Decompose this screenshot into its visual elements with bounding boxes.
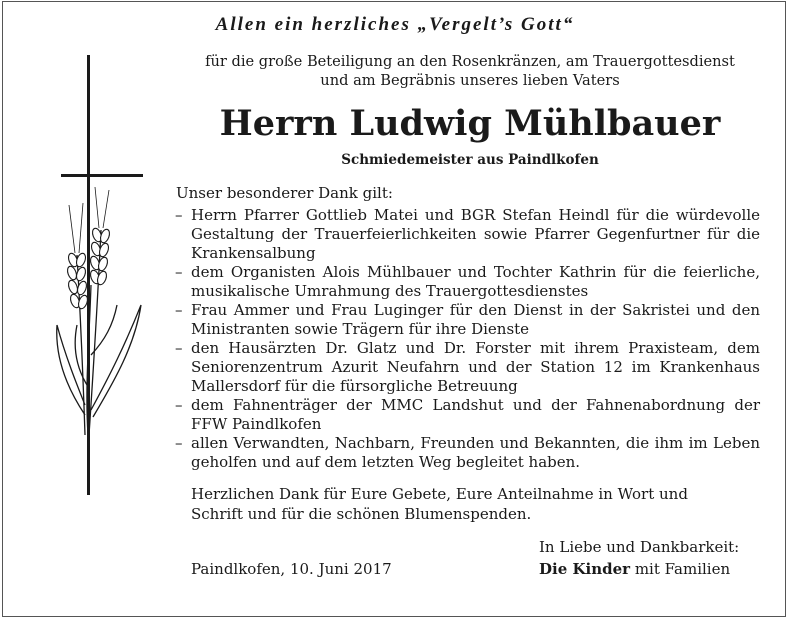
signature-strong: Die Kinder [539, 560, 631, 578]
list-item: – dem Fahnenträger der MMC Landshut und der Fahnenabordnung der FFW Paindlkofen [175, 396, 760, 434]
closing-text [191, 484, 751, 524]
cross-with-wheat-icon [55, 55, 145, 501]
signature-rest: mit Familien [630, 560, 731, 578]
signature [539, 560, 730, 578]
list-item: – Herrn Pfarrer Gottlieb Matei und BGR Stefan Heindl für die würdevolle Gestaltung der Trauerfeierlichkeiten sowie Pfarrer Gegenfurtner für die Krankensalbung [175, 206, 760, 263]
intro-line-1: für die große Beteiligung an den Rosenkränzen, am Trauergottesdienst [205, 53, 735, 70]
thanks-intro: Unser besonderer Dank gilt: [176, 184, 393, 202]
thanks-list [175, 206, 760, 472]
headline: Allen ein herzliches „Vergelt’s Gott“ [215, 14, 575, 35]
list-item: – dem Organisten Alois Mühlbauer und Tochter Kathrin für die feierliche, musikalische Umrahmung des Trauergottesdienstes [175, 263, 760, 301]
list-item: – den Hausärzten Dr. Glatz und Dr. Forster mit ihrem Praxisteam, dem Seniorenzentrum Azurit Neufahrn und der Station 12 im Krankenhaus Mallersdorf für die fürsorgliche Betreuung [175, 339, 760, 396]
closing-line-1: Herzlichen Dank für Eure Gebete, Eure Anteilnahme in Wort und [191, 485, 688, 503]
place-date: Paindlkofen, 10. Juni 2017 [191, 560, 392, 578]
farewell-text: In Liebe und Dankbarkeit: [539, 538, 740, 556]
closing-line-2: Schrift und für die schönen Blumenspenden. [191, 505, 532, 523]
intro-line-2: und am Begräbnis unseres lieben Vaters [320, 72, 620, 89]
intro-text [170, 52, 770, 90]
deceased-occupation: Schmiedemeister aus Paindlkofen [341, 152, 599, 168]
list-item: – allen Verwandten, Nachbarn, Freunden und Bekannten, die ihm im Leben geholfen und auf dem letzten Weg begleitet haben. [175, 434, 760, 472]
list-item: – Frau Ammer und Frau Luginger für den Dienst in der Sakristei und den Ministranten sowie Trägern für ihre Dienste [175, 301, 760, 339]
deceased-name: Herrn Ludwig Mühlbauer [219, 103, 721, 144]
